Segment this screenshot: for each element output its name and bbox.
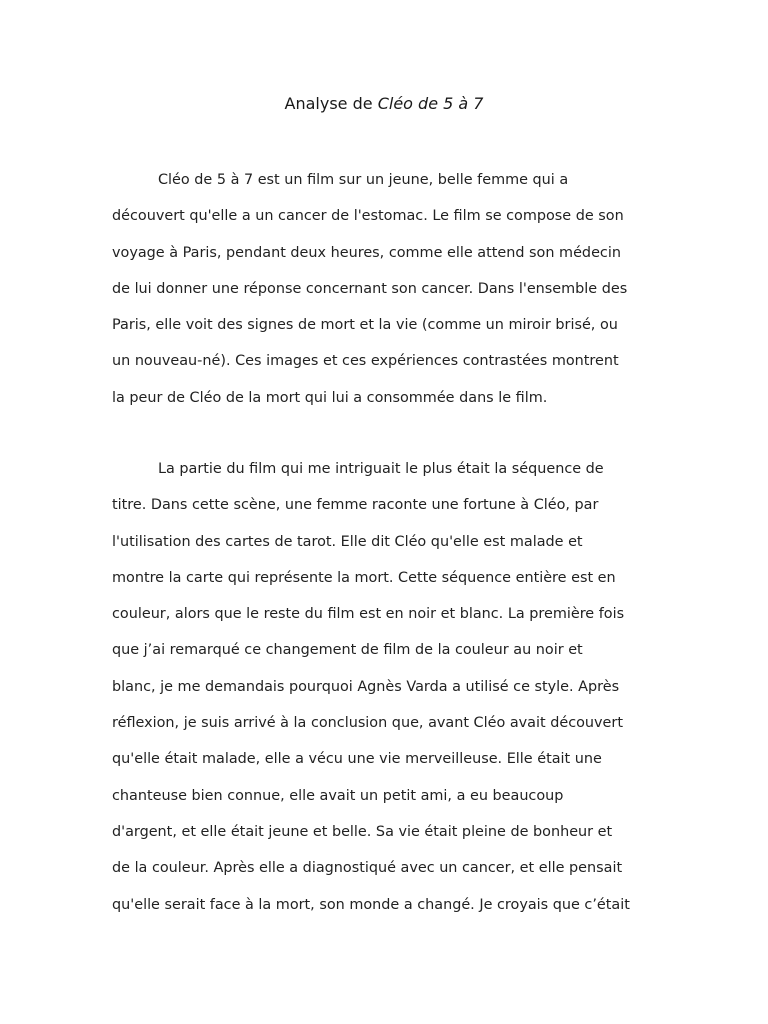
paragraph-line: un nouveau-né). Ces images et ces expériences contrastées montrent [112,353,619,370]
paragraph-line: blanc, je me demandais pourquoi Agnès Varda a utilisé ce style. Après [112,678,620,695]
paragraph-line: d'argent, et elle était jeune et belle. Sa vie était pleine de bonheur et [112,823,613,840]
paragraph-line: qu'elle serait face à la mort, son monde a changé. Je croyais que c’était [112,896,630,913]
paragraph-line: La partie du film qui me intriguait le plus était la séquence de [158,461,604,477]
paragraph-line: montre la carte qui représente la mort. Cette séquence entière est en [112,569,616,586]
paragraph-line: que j’ai remarqué ce changement de film de la couleur au noir et [112,642,583,659]
paragraph-line: la peur de Cléo de la mort qui lui a consommée dans le film. [112,389,548,406]
title-prefix: Analyse de [284,94,373,113]
paragraph-line: l'utilisation des cartes de tarot. Elle dit Cléo qu'elle est malade et [112,533,583,550]
document-title [0,93,768,115]
title-film-name: Cléo de 5 à 7 [377,94,484,113]
paragraph-line: couleur, alors que le reste du film est en noir et blanc. La première fois [112,606,625,623]
paragraph-line: Cléo de 5 à 7 est un film sur un jeune, belle femme qui a [158,172,569,188]
paragraph-line: titre. Dans cette scène, une femme raconte une fortune à Cléo, par [112,497,599,514]
paragraph-line: de lui donner une réponse concernant son cancer. Dans l'ensemble des [112,280,628,297]
paragraph-2 [112,451,672,923]
paragraph-line: Paris, elle voit des signes de mort et la vie (comme un miroir brisé, ou [112,317,618,334]
paragraph-line: découvert qu'elle a un cancer de l'estomac. Le film se compose de son [112,208,624,225]
paragraph-line: voyage à Paris, pendant deux heures, comme elle attend son médecin [112,244,621,261]
paragraph-line: qu'elle était malade, elle a vécu une vie merveilleuse. Elle était une [112,751,602,768]
paragraph-line: réflexion, je suis arrivé à la conclusion que, avant Cléo avait découvert [112,715,623,732]
paragraph-line: chanteuse bien connue, elle avait un petit ami, a eu beaucoup [112,787,564,804]
paragraph-line: de la couleur. Après elle a diagnostiqué avec un cancer, et elle pensait [112,860,623,877]
paragraph-1 [112,162,672,416]
